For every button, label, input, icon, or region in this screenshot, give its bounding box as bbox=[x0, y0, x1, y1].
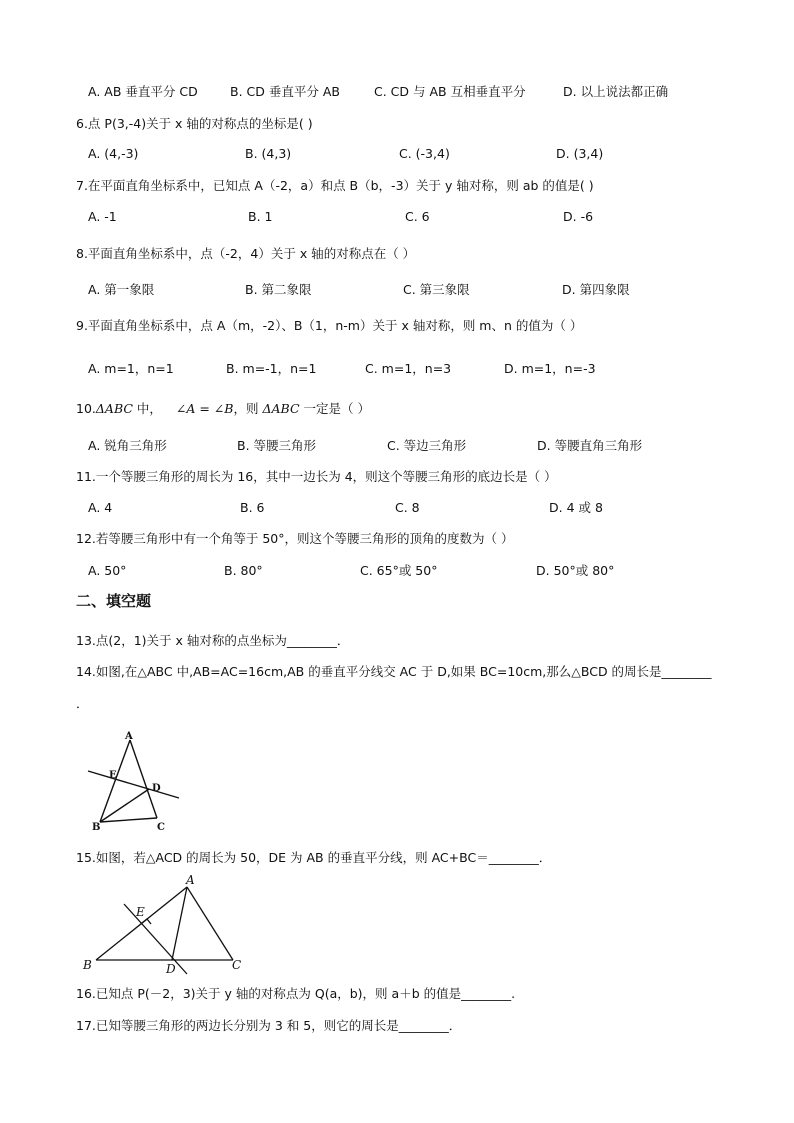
fig14-label-c: C bbox=[157, 822, 165, 833]
q10-angle-condition: ∠A = ∠B bbox=[175, 401, 234, 416]
fig14-label-b: B bbox=[92, 822, 101, 833]
q16-stem: 16.已知点 P(－2，3)关于 y 轴的对称点为 Q(a，b)，则 a＋b 的值是________. bbox=[76, 986, 516, 1001]
q11-option-c: C. 8 bbox=[395, 500, 420, 515]
fig14-label-e: E bbox=[109, 770, 117, 781]
q7-stem: 7.在平面直角坐标系中，已知点 A（-2，a）和点 B（b，-3）关于 y 轴对称，则 ab 的值是( ) bbox=[76, 178, 594, 193]
q6-option-b: B. (4,3) bbox=[245, 146, 292, 161]
q11-option-b: B. 6 bbox=[240, 500, 265, 515]
q10-option-c: C. 等边三角形 bbox=[387, 438, 467, 453]
fig15-label-e: E bbox=[136, 905, 145, 919]
q14-figure bbox=[80, 728, 190, 836]
q6-option-d: D. (3,4) bbox=[556, 146, 604, 161]
q15-figure bbox=[80, 873, 246, 975]
fig15-label-b: B bbox=[83, 958, 92, 972]
q14-stem: 14.如图,在△ABC 中,AB=AC=16cm,AB 的垂直平分线交 AC 于 D,如果 BC=10cm,那么△BCD 的周长是________ bbox=[76, 664, 712, 679]
q12-option-a: A. 50° bbox=[88, 563, 127, 578]
q5-option-a: A. AB 垂直平分 CD bbox=[88, 84, 198, 99]
fig15-label-a: A bbox=[186, 873, 195, 887]
fig14-label-d: D bbox=[152, 783, 161, 794]
q13-stem: 13.点(2，1)关于 x 轴对称的点坐标为________． bbox=[76, 633, 350, 648]
q8-option-d: D. 第四象限 bbox=[562, 282, 630, 297]
q8-stem: 8.平面直角坐标系中，点（-2，4）关于 x 轴的对称点在（ ） bbox=[76, 246, 416, 261]
section-title-fill-in: 二、填空题 bbox=[76, 592, 152, 610]
q12-option-d: D. 50°或 80° bbox=[536, 563, 615, 578]
q17-stem: 17.已知等腰三角形的两边长分别为 3 和 5，则它的周长是________． bbox=[76, 1018, 462, 1033]
q10-text-2: ，则 bbox=[233, 401, 263, 416]
fig14-label-a: A bbox=[125, 731, 133, 742]
q10-number: 10. bbox=[76, 401, 96, 416]
q8-option-b: B. 第二象限 bbox=[245, 282, 312, 297]
q9-option-b: B. m=-1，n=1 bbox=[226, 361, 317, 376]
q9-option-d: D. m=1，n=-3 bbox=[504, 361, 596, 376]
q12-stem: 12.若等腰三角形中有一个角等于 50°，则这个等腰三角形的顶角的度数为（ ） bbox=[76, 531, 514, 546]
q11-stem: 11.一个等腰三角形的周长为 16，其中一边长为 4，则这个等腰三角形的底边长是（ ） bbox=[76, 469, 557, 484]
q10-stem bbox=[76, 401, 370, 417]
q6-stem: 6.点 P(3,-4)关于 x 轴的对称点的坐标是( ) bbox=[76, 116, 313, 131]
q7-option-d: D. -6 bbox=[563, 209, 594, 224]
q11-option-d: D. 4 或 8 bbox=[549, 500, 603, 515]
q10-text-3: 一定是（ ） bbox=[299, 401, 370, 416]
q14-stem-end: ． bbox=[76, 696, 89, 711]
q9-option-a: A. m=1，n=1 bbox=[88, 361, 174, 376]
q10-option-d: D. 等腰直角三角形 bbox=[537, 438, 643, 453]
q12-option-c: C. 65°或 50° bbox=[360, 563, 438, 578]
q9-option-c: C. m=1，n=3 bbox=[365, 361, 452, 376]
q8-option-c: C. 第三象限 bbox=[403, 282, 470, 297]
q5-option-d: D. 以上说法都正确 bbox=[563, 84, 669, 99]
q10-text-1: 中， bbox=[132, 401, 166, 416]
q10-option-b: B. 等腰三角形 bbox=[237, 438, 317, 453]
q6-option-a: A. (4,-3) bbox=[88, 146, 139, 161]
fig15-label-c: C bbox=[232, 958, 242, 972]
q7-option-b: B. 1 bbox=[248, 209, 273, 224]
q5-option-c: C. CD 与 AB 互相垂直平分 bbox=[374, 84, 526, 99]
q7-option-a: A. -1 bbox=[88, 209, 117, 224]
q9-stem: 9.平面直角坐标系中，点 A（m，-2）、B（1，n-m）关于 x 轴对称，则 m、n 的值为（ ） bbox=[76, 318, 583, 333]
q11-option-a: A. 4 bbox=[88, 500, 113, 515]
q7-option-c: C. 6 bbox=[405, 209, 430, 224]
q8-option-a: A. 第一象限 bbox=[88, 282, 155, 297]
q12-option-b: B. 80° bbox=[224, 563, 263, 578]
fig15-label-d: D bbox=[166, 962, 176, 975]
q6-option-c: C. (-3,4) bbox=[399, 146, 450, 161]
q10-triangle-2: ΔABC bbox=[262, 401, 300, 416]
q10-option-a: A. 锐角三角形 bbox=[88, 438, 167, 453]
q10-triangle-1: ΔABC bbox=[95, 401, 133, 416]
q15-stem: 15.如图，若△ACD 的周长为 50，DE 为 AB 的垂直平分线，则 AC+BC＝________． bbox=[76, 850, 552, 865]
q5-option-b: B. CD 垂直平分 AB bbox=[230, 84, 340, 99]
